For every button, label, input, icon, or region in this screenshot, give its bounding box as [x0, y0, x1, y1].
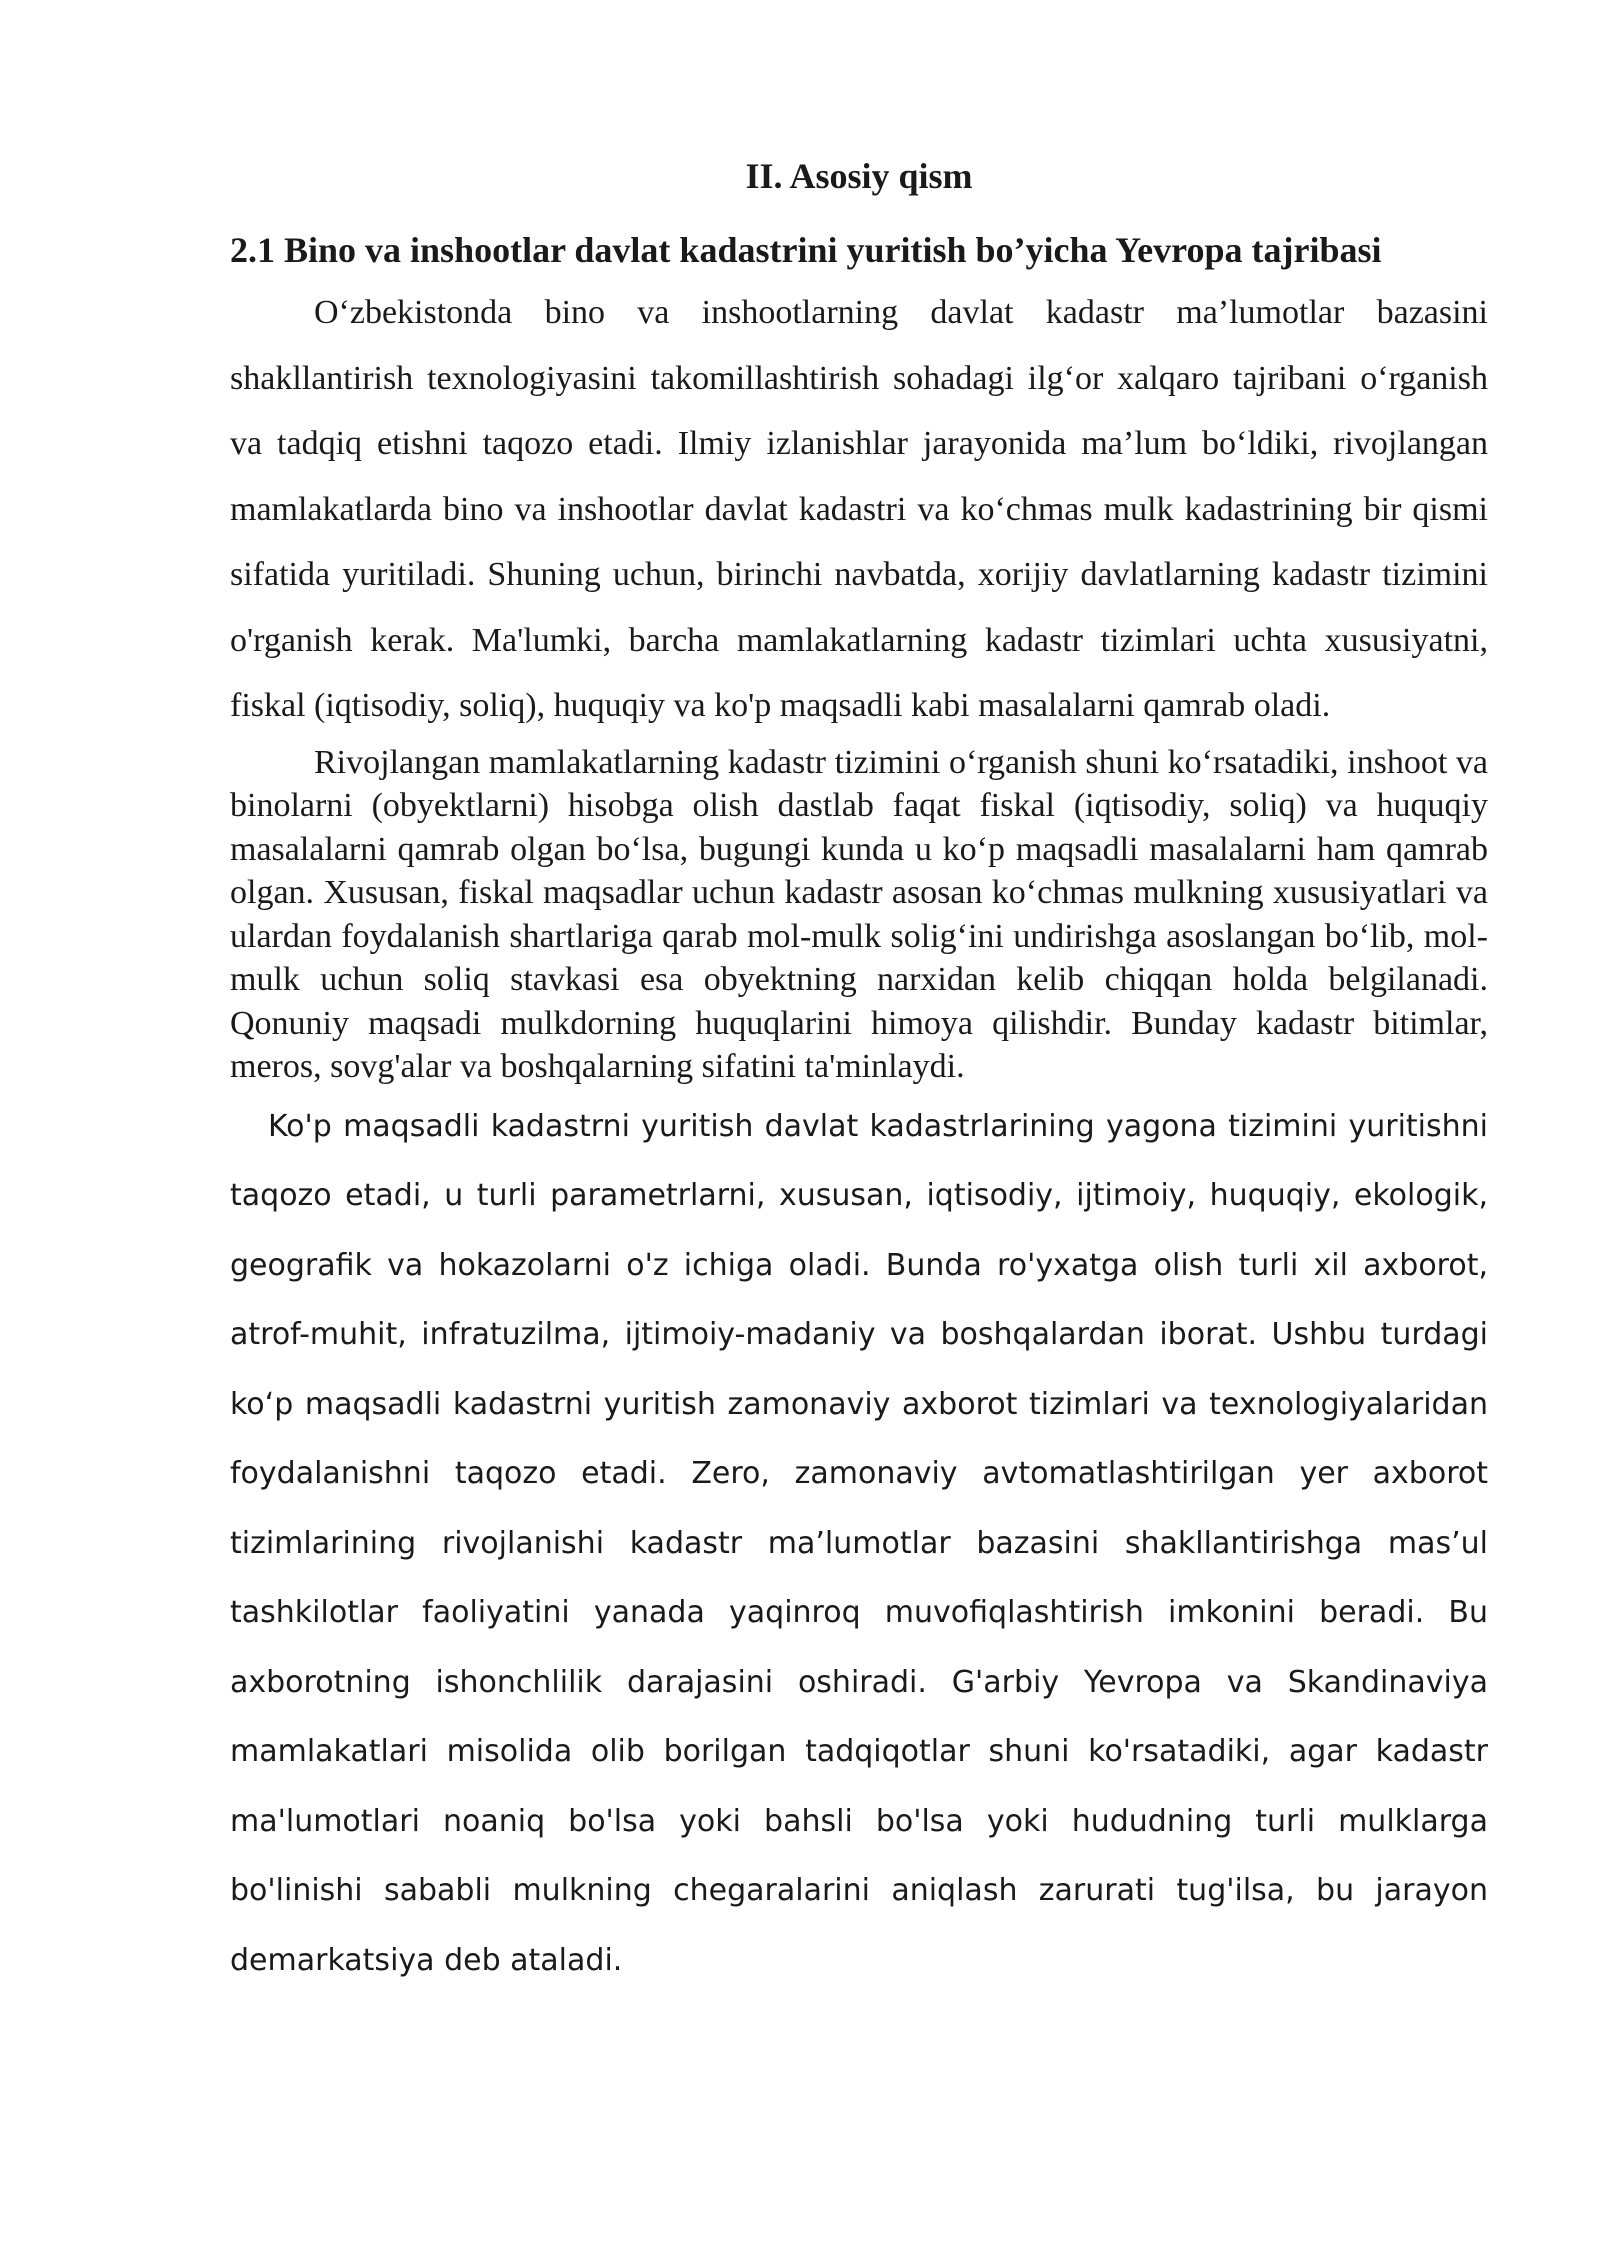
section-title: II. Asosiy qism — [745, 156, 973, 196]
body-paragraph-1: O‘zbekistonda bino va inshootlarning davlat kadastr ma’lumotlar bazasini shakllantirish texnologiyasini takomillashtirish sohadagi ilg‘or xalqaro tajribani o‘rganish va tadqiq etishni taqozo etadi. Ilmiy izlanishlar jarayonida ma’lum bo‘ldiki, rivojlangan mamlakatlarda bino va inshootlar davlat kadastri va ko‘chmas mulk kadastrining bir qismi sifatida yuritiladi. Shuning uchun, birinchi navbatda, xorijiy davlatlarning kadastr tizimini o'rganish kerak. Ma'lumki, barcha mamlakatlarning kadastr tizimlari uchta xususiyatni, fiskal (iqtisodiy, soliq), huquqiy va ko'p maqsadli kabi masalalarni qamrab oladi. — [230, 294, 1488, 724]
subsection-title: 2.1 Bino va inshootlar davlat kadastrini yuritish bo’yicha Yevropa tajribasi — [230, 230, 1382, 270]
document-body — [230, 148, 1488, 1995]
body-paragraph-2: Rivojlangan mamlakatlarning kadastr tizimini o‘rganish shuni ko‘rsatadiki, inshoot va binolarni (obyektlarni) hisobga olish dastlab faqat fiskal (iqtisodiy, soliq) va huquqiy masalalarni qamrab olgan bo‘lsa, bugungi kunda u ko‘p maqsadli masalalarni ham qamrab olgan. Xususan, fiskal maqsadlar uchun kadastr asosan ko‘chmas mulkning xususiyatlari va ulardan foydalanish shartlariga qarab mol-mulk solig‘ini undirishga asoslangan bo‘lib, mol-mulk uchun soliq stavkasi esa obyektning narxidan kelib chiqqan holda belgilanadi. Qonuniy maqsadi mulkdorning huquqlarini himoya qilishdir. Bunday kadastr bitimlar, meros, sovg'alar va boshqalarning sifatini ta'minlaydi. — [230, 743, 1488, 1085]
body-paragraph-3: Ko'p maqsadli kadastrni yuritish davlat kadastrlarining yagona tizimini yuritishni taqozo etadi, u turli parametrlarni, xususan, iqtisodiy, ijtimoiy, huquqiy, ekologik, geografik va hokazolarni o'z ichiga oladi. Bunda ro'yxatga olish turli xil axborot, atrof-muhit, infratuzilma, ijtimoiy-madaniy va boshqalardan iborat. Ushbu turdagi ko‘p maqsadli kadastrni yuritish zamonaviy axborot tizimlari va texnologiyalaridan foydalanishni taqozo etadi. Zero, zamonaviy avtomatlashtirilgan yer axborot tizimlarining rivojlanishi kadastr ma’lumotlar bazasini shakllantirishga mas’ul tashkilotlar faoliyatini yanada yaqinroq muvofiqlashtirish imkonini beradi. Bu axborotning ishonchlilik darajasini oshiradi. G'arbiy Yevropa va Skandinaviya mamlakatlari misolida olib borilgan tadqiqotlar shuni ko'rsatadiki, agar kadastr ma'lumotlari noaniq bo'lsa yoki bahsli bo'lsa yoki hududning turli mulklarga bo'linishi sababli mulkning chegaralarini aniqlash zarurati tug'ilsa, bu jarayon demarkatsiya deb ataladi. — [230, 1108, 1488, 1978]
